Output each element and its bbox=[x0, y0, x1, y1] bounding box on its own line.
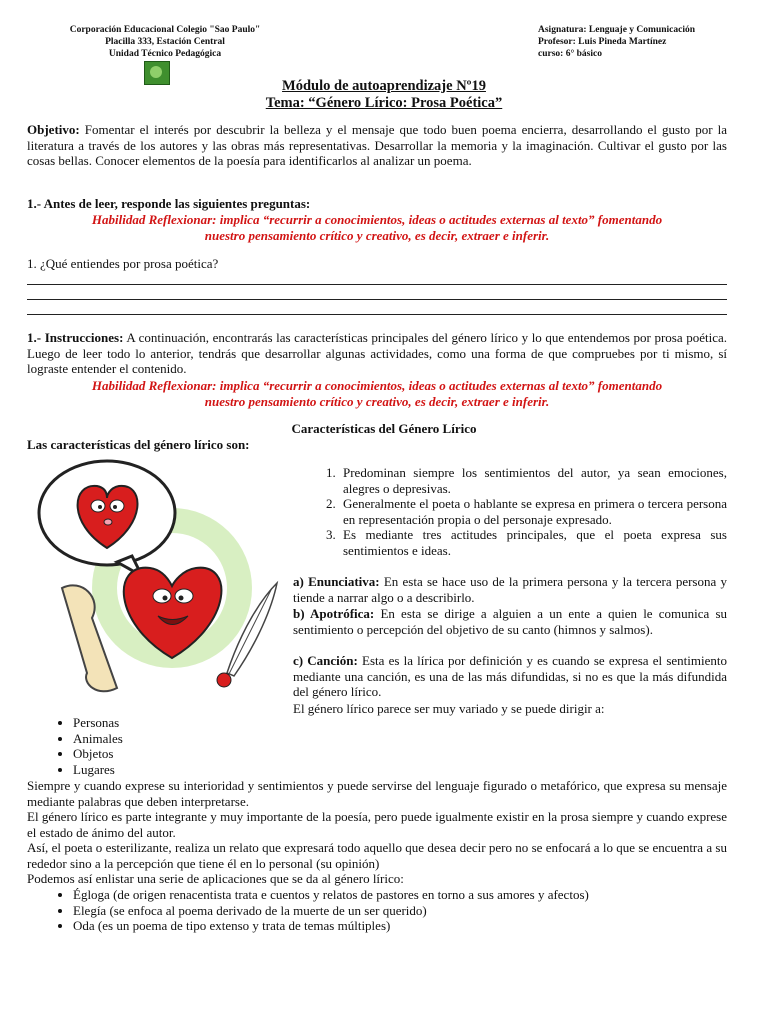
list-item: • Animales bbox=[73, 731, 327, 747]
attitude-b-text: En esta se dirige a alguien a un ente a quien le comunica su sentimiento o percepción del objetivo de su canto (himnos y salmos). bbox=[293, 606, 728, 637]
list-item: 2. Generalmente el poeta o hablante se expresa en primera o tercera persona en representación propia o del personaje expresado. bbox=[339, 496, 727, 527]
school-name: Corporación Educacional Colegio "Sao Paulo" bbox=[69, 25, 261, 35]
answer-line[interactable] bbox=[27, 299, 727, 300]
attitude-c-text: Esta es la lírica por definición y es cuando se expresa el sentimiento mediante una canción, es una de las más difundidas, si no es que la más difundida del género lírico. bbox=[293, 653, 727, 700]
answer-line[interactable] bbox=[27, 314, 727, 315]
instructions bbox=[27, 330, 727, 377]
list-item: 1. Predominan siempre los sentimientos del autor, ya sean emociones, alegres o depresivas. bbox=[339, 465, 727, 496]
section1-skill-line1: Habilidad Reflexionar: implica “recurrir a conocimientos, ideas o actitudes externas al texto” fomentando bbox=[91, 212, 663, 227]
characteristics-heading: Características del Género Lírico bbox=[291, 421, 477, 436]
characteristics-intro: Las características del género lírico son: bbox=[27, 437, 250, 452]
teacher: Profesor: Luis Pineda Martínez bbox=[538, 37, 667, 47]
attitude-c bbox=[293, 653, 727, 700]
list-item: • Oda (es un poema de tipo extenso y trata de temas múltiples) bbox=[73, 918, 727, 934]
list-item: • Lugares bbox=[73, 762, 327, 778]
list-item: • Personas bbox=[73, 715, 327, 731]
attitude-a-text: En esta se hace uso de la primera persona y la tercera persona y tiende a narrar algo o a describirlo. bbox=[293, 574, 728, 605]
attitude-a bbox=[293, 574, 727, 605]
module-title: Módulo de autoaprendizaje Nº19 bbox=[282, 78, 486, 94]
paragraph-1: Siempre y cuando exprese su interioridad y sentimientos y puede servirse del lenguaje figurado o metafórico, que expresa su mensaje mediante palabras que deben interpretarse. bbox=[27, 778, 727, 809]
list-item: • Elegía (se enfoca al poema derivado de la muerte de un ser querido) bbox=[73, 903, 727, 919]
objective-label: Objetivo: bbox=[27, 122, 80, 137]
section1-heading: 1.- Antes de leer, responde las siguientes preguntas: bbox=[27, 196, 311, 211]
targets-list bbox=[27, 715, 327, 777]
list-item: • Objetos bbox=[73, 746, 327, 762]
objective bbox=[27, 122, 727, 169]
answer-line[interactable] bbox=[27, 284, 727, 285]
direct-to: El género lírico parece ser muy variado y se puede dirigir a: bbox=[293, 701, 605, 716]
characteristics-list bbox=[295, 465, 727, 559]
school-info bbox=[40, 24, 290, 60]
paragraph-3: Así, el poeta o esterilizante, realiza un relato que expresará todo aquello que desea decir pero no se enfocará a lo que se encuentra a su rededor sino a la percepción que tiene él en lo personal (su opinión) bbox=[27, 840, 727, 871]
grade: curso: 6° básico bbox=[538, 49, 602, 59]
instructions-text: A continuación, encontrarás las características principales del género lírico y lo que entendemos por prosa poética. Luego de leer todo lo anterior, tendrás que desarrollar algunas actividades, como una forma de que compruebes por ti mismo, sí lograste entender el contenido. bbox=[27, 330, 728, 377]
applications-list bbox=[27, 887, 727, 934]
attitude-c-label: c) Canción: bbox=[293, 653, 358, 668]
list-item: 3. Es mediante tres actitudes principales, que el poeta expresa sus sentimientos e ideas. bbox=[339, 527, 727, 558]
section2-skill-line1: Habilidad Reflexionar: implica “recurrir a conocimientos, ideas o actitudes externas al texto” fomentando bbox=[91, 378, 663, 393]
section2-skill-line2: nuestro pensamiento crítico y creativo, es decir, extraer e inferir. bbox=[204, 394, 550, 409]
school-unit: Unidad Técnico Pedagógica bbox=[108, 49, 222, 59]
hearts-illustration bbox=[22, 458, 294, 708]
subject: Asignatura: Lenguaje y Comunicación bbox=[538, 25, 696, 35]
question-1: 1. ¿Qué entiendes por prosa poética? bbox=[27, 256, 219, 271]
applications-intro: Podemos así enlistar una serie de aplicaciones que se da al género lírico: bbox=[27, 871, 404, 886]
objective-text: Fomentar el interés por descubrir la belleza y el mensaje que todo buen poema encierra, desarrollando el gusto por la literatura a través de los autores y las obras más representativas. Desarrollar la memoria y la imaginación. Cultivar el gusto por las cosas bellas. Conocer elementos de la poesía para identificarlos al analizar un poema. bbox=[27, 122, 727, 169]
paragraph-2: El género lírico es parte integrante y muy importante de la poesía, pero puede igualmente existir en la prosa siempre y cuando exprese el estado de ánimo del autor. bbox=[27, 809, 727, 840]
attitude-b-label: b) Apotrófica: bbox=[293, 606, 375, 621]
section1-skill-line2: nuestro pensamiento crítico y creativo, es decir, extraer e inferir. bbox=[204, 228, 550, 243]
attitude-a-label: a) Enunciativa: bbox=[293, 574, 380, 589]
instructions-label: 1.- Instrucciones: bbox=[27, 330, 124, 345]
course-info bbox=[538, 24, 758, 60]
school-address: Placilla 333, Estación Central bbox=[105, 37, 225, 47]
attitude-b bbox=[293, 606, 727, 637]
list-item: • Égloga (de origen renacentista trata e cuentos y relatos de pastores en torno a sus amores y afectos) bbox=[73, 887, 727, 903]
module-topic: Tema: “Género Lírico: Prosa Poética” bbox=[265, 95, 503, 111]
